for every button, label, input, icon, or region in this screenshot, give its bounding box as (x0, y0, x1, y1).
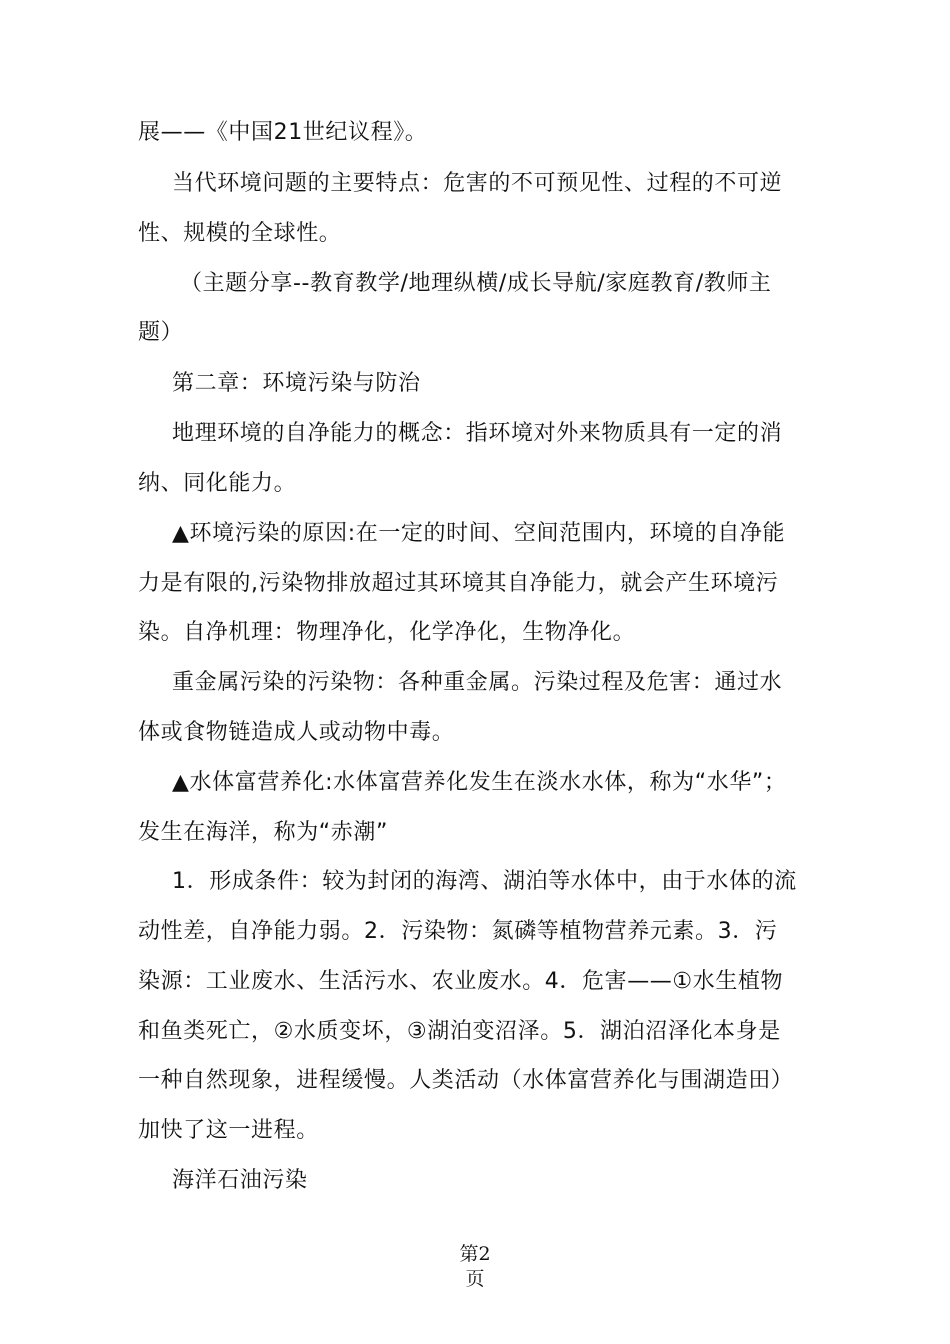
text-line: 1．形成条件：较为封闭的海湾、湖泊等水体中，由于水体的流 (172, 869, 797, 894)
text-line: ▲环境污染的原因:在一定的时间、空间范围内，环境的自净能 (172, 521, 786, 546)
text-line: 和鱼类死亡，②水质变坏，③湖泊变沼泽。5．湖泊沼泽化本身是 (138, 1019, 781, 1044)
text-line: 动性差，自净能力弱。2．污染物：氮磷等植物营养元素。3．污 (138, 919, 778, 944)
text-line: 加快了这一进程。 (138, 1118, 319, 1143)
text-line: 染源：工业废水、生活污水、农业废水。4．危害——①水生植物 (138, 969, 784, 994)
text-line: 重金属污染的污染物：各种重金属。污染过程及危害：通过水 (172, 670, 783, 695)
text-line: 性、规模的全球性。 (138, 221, 342, 246)
text-line: 纳、同化能力。 (138, 471, 297, 496)
text-line: 体或食物链造成人或动物中毒。 (138, 720, 455, 745)
text-line: 当代环境问题的主要特点：危害的不可预见性、过程的不可逆 (172, 171, 783, 196)
text-line: 一种自然现象，进程缓慢。人类活动（水体富营养化与围湖造田） (138, 1068, 794, 1093)
section-heading: 第二章：环境污染与防治 (172, 371, 421, 396)
text-line: 染。自净机理：物理净化，化学净化，生物净化。 (138, 620, 636, 645)
text-line: 题） (138, 320, 184, 345)
section-heading: 海洋石油污染 (172, 1168, 308, 1193)
text-line: 地理环境的自净能力的概念：指环境对外来物质具有一定的消 (172, 421, 783, 446)
text-line: 发生在海洋，称为“赤潮” (138, 820, 388, 845)
text-line: ▲水体富营养化:水体富营养化发生在淡水水体，称为“水华”； (172, 770, 787, 795)
page-number: 第2 (459, 1243, 491, 1265)
page-number-suffix: 页 (465, 1268, 485, 1290)
text-line: 力是有限的,污染物排放超过其环境其自净能力，就会产生环境污 (138, 571, 779, 596)
text-line: （主题分享--教育教学/地理纵横/成长导航/家庭教育/教师主 (180, 271, 772, 296)
text-line: 展——《中国21世纪议程》。 (138, 120, 428, 145)
